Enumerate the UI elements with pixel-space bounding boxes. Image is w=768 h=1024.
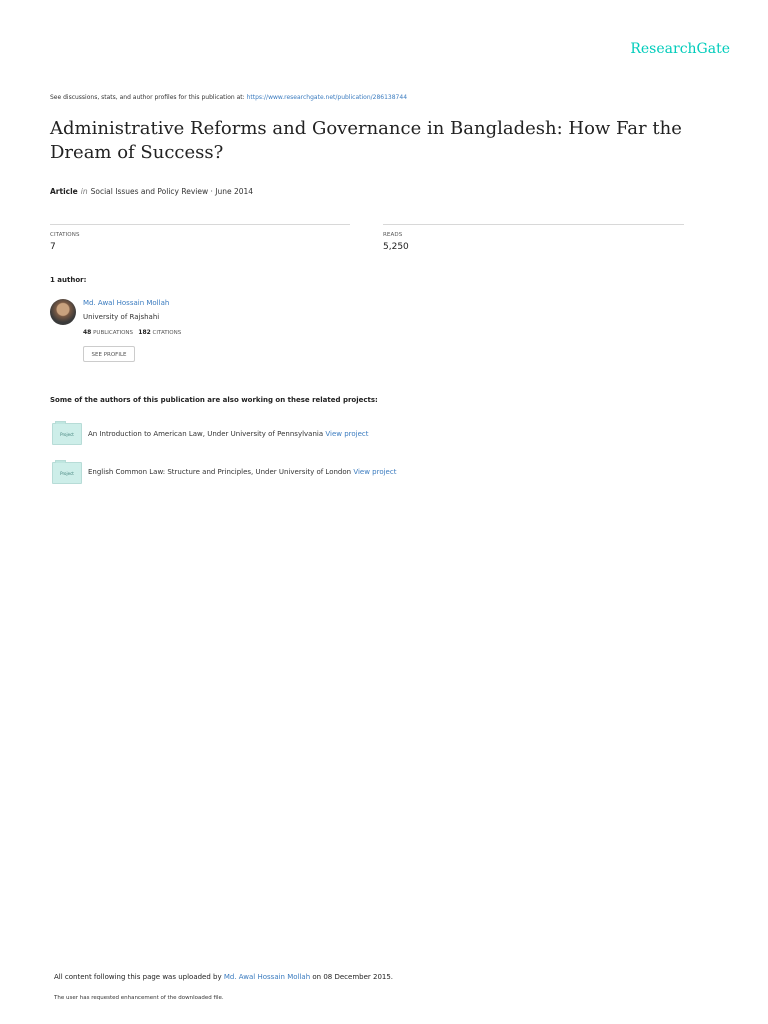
reads-divider [383, 224, 684, 225]
author-avatar[interactable] [50, 299, 76, 325]
author-name-link[interactable]: Md. Awal Hossain Mollah [83, 299, 170, 307]
project-folder-icon [52, 462, 82, 484]
researchgate-logo[interactable]: ResearchGate [630, 41, 730, 57]
author-publications-count: 48 [83, 329, 92, 336]
author-citations-label: CITATIONS [152, 330, 182, 336]
related-project-item [88, 430, 369, 438]
view-project-link[interactable]: View project [325, 430, 369, 438]
author-stats [83, 329, 181, 336]
discussions-text: See discussions, stats, and author profiles for this publication at: [50, 94, 245, 101]
project-folder-icon [52, 423, 82, 445]
upload-suffix: on 08 December 2015. [312, 973, 394, 981]
folder-tab-shape [55, 460, 66, 463]
see-profile-button[interactable]: SEE PROFILE [83, 346, 135, 362]
uploader-link[interactable]: Md. Awal Hossain Mollah [223, 973, 311, 981]
author-institution: University of Rajshahi [83, 313, 160, 321]
view-project-link[interactable]: View project [353, 468, 397, 476]
related-project-title: An Introduction to American Law, Under University of Pennsylvania [88, 430, 324, 438]
related-projects-heading: Some of the authors of this publication are also working on these related projects: [50, 396, 378, 404]
citations-count: 7 [50, 242, 56, 252]
related-project-title: English Common Law: Structure and Principles, Under University of London [88, 468, 352, 476]
publication-type: Article [50, 187, 78, 196]
authors-heading: 1 author: [50, 276, 87, 284]
project-icon-label: Project [60, 432, 74, 437]
project-icon-label: Project [60, 471, 74, 476]
reads-label: READS [383, 232, 403, 238]
upload-prefix: All content following this page was uploaded by [54, 973, 222, 981]
upload-note [54, 973, 393, 981]
in-word: in [80, 187, 88, 196]
discussions-line [50, 94, 407, 101]
citations-divider [50, 224, 350, 225]
citations-label: CITATIONS [50, 232, 80, 238]
publication-title: Administrative Reforms and Governance in Bangladesh: How Far the Dream of Success? [50, 118, 682, 163]
reads-count: 5,250 [383, 242, 409, 252]
author-publications-label: PUBLICATIONS [93, 330, 134, 336]
related-project-item [88, 468, 396, 476]
venue-date: Social Issues and Policy Review · June 2014 [90, 187, 254, 196]
author-citations-count: 182 [138, 329, 151, 336]
publication-url-link[interactable]: https://www.researchgate.net/publication/286138744 [246, 94, 408, 101]
enhancement-note: The user has requested enhancement of the downloaded file. [54, 995, 224, 1001]
folder-tab-shape [55, 421, 66, 424]
publication-meta [50, 187, 253, 196]
